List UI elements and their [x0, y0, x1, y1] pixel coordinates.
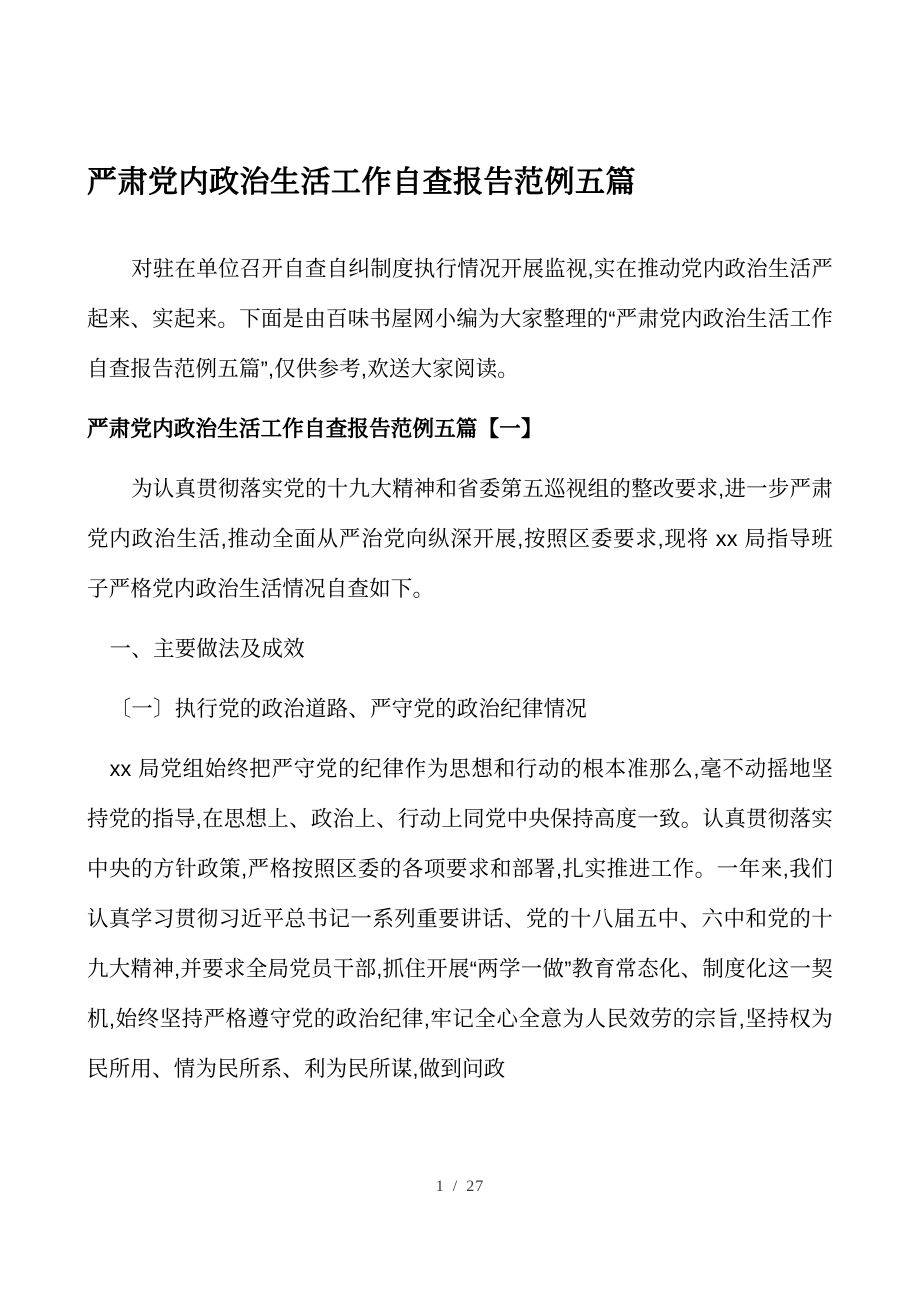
section-title: 严肃党内政治生活工作自查报告范例五篇【一】 — [87, 417, 543, 441]
subheading-one: 〔一〕执行党的政治道路、严守党的政治纪律情况 — [109, 697, 587, 721]
page-footer — [0, 1178, 920, 1196]
footer-total-pages: 27 — [466, 1178, 485, 1195]
page-content — [87, 0, 833, 1094]
footer-current-page: 1 — [435, 1178, 445, 1195]
page-title: 严肃党内政治生活工作自查报告范例五篇 — [87, 166, 636, 199]
purpose-paragraph: 为认真贯彻落实党的十九大精神和省委第五巡视组的整改要求,进一步严肃党内政治生活,推动全面从严治党向纵深开展,按照区委要求,现将 xx 局指导班子严格党内政治生活情况自查如下。 — [87, 477, 833, 601]
footer-separator: / — [452, 1178, 459, 1195]
intro-paragraph: 对驻在单位召开自查自纠制度执行情况开展监视,实在推动党内政治生活严起来、实起来。下面是由百味书屋网小编为大家整理的“严肃党内政治生活工作自查报告范例五篇”,仅供参考,欢送大家阅读。 — [87, 257, 833, 381]
body-paragraph: xx 局党组始终把严守党的纪律作为思想和行动的根本准那么,毫不动摇地坚持党的指导,在思想上、政治上、行动上同党中央保持高度一致。认真贯彻落实中央的方针政策,严格按照区委的各项要求和部署,扎实推进工作。一年来,我们认真学习贯彻习近平总书记一系列重要讲话、党的十八届五中、六中和党的十九大精神,并要求全局党员干部,抓住开展“两学一做”教育常态化、制度化这一契机,始终坚持严格遵守党的政治纪律,牢记全心全意为人民效劳的宗旨,坚持权为民所用、情为民所系、利为民所谋,做到问政 — [87, 757, 833, 1081]
heading-one: 一、主要做法及成效 — [109, 637, 305, 661]
